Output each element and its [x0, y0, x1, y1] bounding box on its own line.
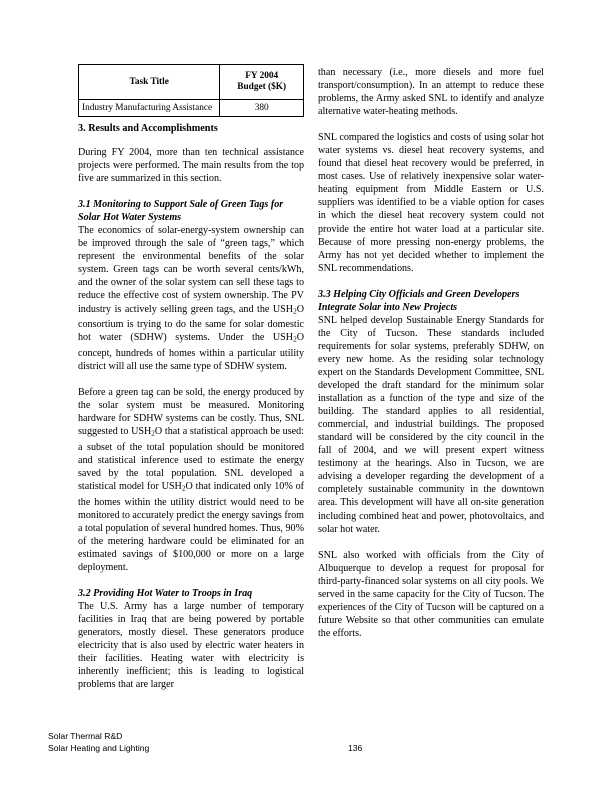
footer-line-program: Solar Thermal R&D [48, 731, 123, 741]
paragraph-3-1-b-part2: O that a statistical approach be used: a subset of the total population should be monitored and statistical inference used to estimate the energy saved by the total population. SNL developed a statistical model for USH [78, 426, 304, 492]
paragraph-3-3-a: SNL helped develop Sustainable Energy Standards for the City of Tucson. These standards included requirements for solar systems, preferably SDHW, on every new home. As the residing solar technology expert on the Standards Development Committee, SNL developed the draft standard for the minimum solar installation as a function of the type and size of the building. The standard applies to all residential, commercial, and industrial buildings. The proposed standard will be considered by the city council in the fall of 2004, and we will present expert witness testimony at the hearings. Also in Tucson, we are advising a developer regarding the development of a completely sustainable community in the downtown area. This development will have all on-site generation including combined heat and power, photovoltaics, and solar hot water. [318, 314, 544, 535]
paragraph-3-1-a-part1: The economics of solar-energy-system ownership can be improved through the sale of “green tags,” which represent the environmental benefits of the solar system. Green tags can be worth several cents/kWh, and the owner of the solar system can sell these tags to reduce the effective cost of system ownership. The PV industry is actively selling green tags, and the USH [78, 225, 304, 315]
paragraph-snl-comparison: SNL compared the logistics and costs of using solar hot water systems vs. diesel heat recovery systems, and found that diesel heat recovery would be preferred, in most cases. Use of relatively inexpensive solar water-heating equipment from Middle Eastern or U.S. suppliers was identified to be a viable option for cases in which the diesel heat recovery system could not provide the entire hot water load at a particular site. Because of more pressing non-energy problems, the Army has not yet decided whether to implement the SNL recommendations. [318, 132, 544, 274]
budget-table-header [79, 65, 304, 100]
subsection-heading-3-1 [78, 198, 304, 224]
left-text-column [78, 122, 304, 691]
paragraph-3-1-b [78, 386, 304, 574]
budget-table-container [78, 64, 304, 117]
column-header-task-title: Task Title [79, 65, 220, 100]
page-number: 136 [348, 743, 363, 753]
subsection-heading-3-3-line2: Integrate Solar into New Projects [318, 301, 458, 313]
cell-task-title: Industry Manufacturing Assistance [79, 100, 220, 117]
paragraph-3-1-b-part3: O that indicated only 10% of the homes within the utility district would need to be monitored to accurately predict the energy savings from a total population of several hundred homes. Thus, 90% of the metering hardware could be eliminated for an estimated savings of $100,000 or more on a large deployment. [78, 480, 305, 573]
budget-table [78, 64, 304, 117]
paragraph-3-1-a-part2: O consortium is trying to do the same for solar domestic hot water (SDHW) systems. Under the USH [78, 303, 304, 344]
page-footer [48, 730, 564, 754]
paragraph-intro: During FY 2004, more than ten technical assistance projects were performed. The main results from the top five are summarized in this section. [78, 147, 304, 185]
subscript-two-b2: 2 [181, 484, 186, 493]
footer-subprogram-label: Solar Heating and Lighting [48, 743, 150, 753]
subscript-two-a1: 2 [293, 307, 297, 316]
right-text-column [318, 66, 544, 640]
paragraph-3-1-b-part1: Before a green tag can be sold, the energy produced by the solar system must be measured. Monitoring hardware for SDHW systems can be costly. Thus, SNL suggested to USH [78, 386, 304, 438]
subsection-heading-3-1-line2: Solar Hot Water Systems [78, 212, 182, 224]
table-header-row [79, 65, 304, 100]
subscript-two-b1: 2 [151, 429, 155, 438]
footer-line-subprogram [48, 742, 564, 754]
paragraph-3-2: The U.S. Army has a large number of temporary facilities in Iraq that are being powered by portable generators, mostly diesel. These generators produce electricity that is also used by electric water heaters in their facilities. Heating water with electricity is inherently inefficient; this is leading to logistical problems that are larger [78, 600, 304, 691]
paragraph-3-3-b: SNL also worked with officials from the City of Albuquerque to develop a request for proposal for third-party-financed solar systems on all city pools. We served in the same capacity for the City of Tucson. The experiences of the City of Tucson will be captured on a future Website so that other communities can emulate the efforts. [318, 549, 544, 639]
subsection-heading-3-1-line1: 3.1 Monitoring to Support Sale of Green Tags for [78, 199, 284, 211]
column-header-budget [220, 65, 304, 100]
paragraph-3-1-a-part3: O concept, hundreds of homes within a particular utility district will all use the same type of SDHW system. [78, 332, 304, 372]
subscript-two-a2: 2 [293, 335, 297, 344]
column-header-budget-line1: FY 2004 [245, 71, 279, 82]
subsection-heading-3-3 [318, 288, 544, 314]
subsection-heading-3-3-line1: 3.3 Helping City Officials and Green Developers [318, 288, 520, 300]
cell-budget-value: 380 [220, 100, 304, 117]
budget-table-body [79, 100, 304, 117]
paragraph-continued: than necessary (i.e., more diesels and more fuel transport/consumption). In an attempt to reduce these problems, the Army asked SNL to identify and analyze alternative water-heating methods. [318, 67, 544, 118]
page-title: 3. Results and Accomplishments [78, 123, 218, 134]
column-header-budget-line2: Budget ($K) [237, 82, 287, 92]
paragraph-3-1-a [78, 224, 304, 373]
subsection-heading-3-2: 3.2 Providing Hot Water to Troops in Iraq [78, 587, 253, 599]
table-row [79, 100, 304, 117]
